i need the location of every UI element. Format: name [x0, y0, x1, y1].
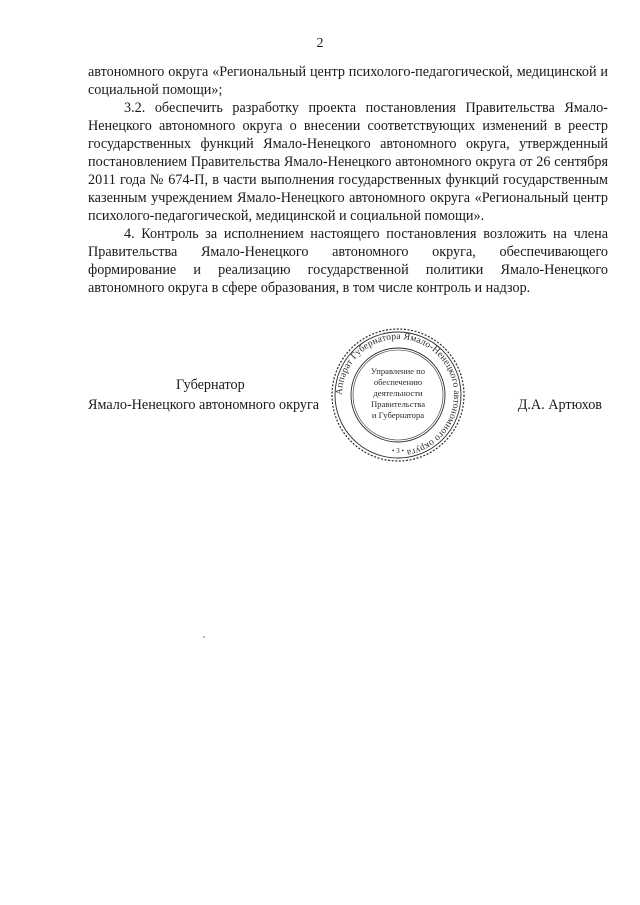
page-number: 2 [316, 36, 324, 51]
signatory-name: Д.А. Артюхов [517, 397, 602, 413]
seal-center-line: Управление по [370, 366, 426, 376]
paragraph-3-2: 3.2. обеспечить разработку проекта постановления Правительства Ямало-Ненецкого автономного округа о внесении соответствующих изменений в реестр государственных функций Ямало-Ненецкого автономного округа, утвержденный постановлением Правительства Ямало-Ненецкого автономного округа от 26 сентября 2011 года № 674-П, в части выполнения государственных функций государственным казенным учреждением Ямало-Ненецкого автономного округа «Региональный центр психолого-педагогической, медицинской и социальной помощи». [88, 100, 608, 224]
signatory-title: Губернатор [176, 377, 245, 393]
seal-ring-text: Аппарат Губернатора Ямало-Ненецкого автономного округа [334, 331, 462, 458]
seal-center-line: Правительства [370, 399, 426, 409]
seal-center-line: обеспечению [373, 377, 423, 387]
official-seal [330, 327, 466, 463]
seal-center-line: деятельности [373, 388, 423, 398]
document-body [88, 63, 608, 297]
paragraph-4: 4. Контроль за исполнением настоящего постановления возложить на члена Правительства Ямало-Ненецкого автономного округа, обеспечивающего формирование и реализацию государственной политики Ямало-Ненецкого автономного округа в сфере образования, в том числе контроль и надзор. [88, 226, 608, 296]
seal-center-line: и Губернатора [371, 410, 425, 420]
seal-number: • 3 • [392, 447, 404, 455]
scan-speck [203, 636, 205, 638]
paragraph-continuation: автономного округа «Региональный центр психолого-педагогической, медицинской и социальной помощи»; [88, 64, 608, 98]
signatory-organization: Ямало-Ненецкого автономного округа [88, 397, 320, 413]
